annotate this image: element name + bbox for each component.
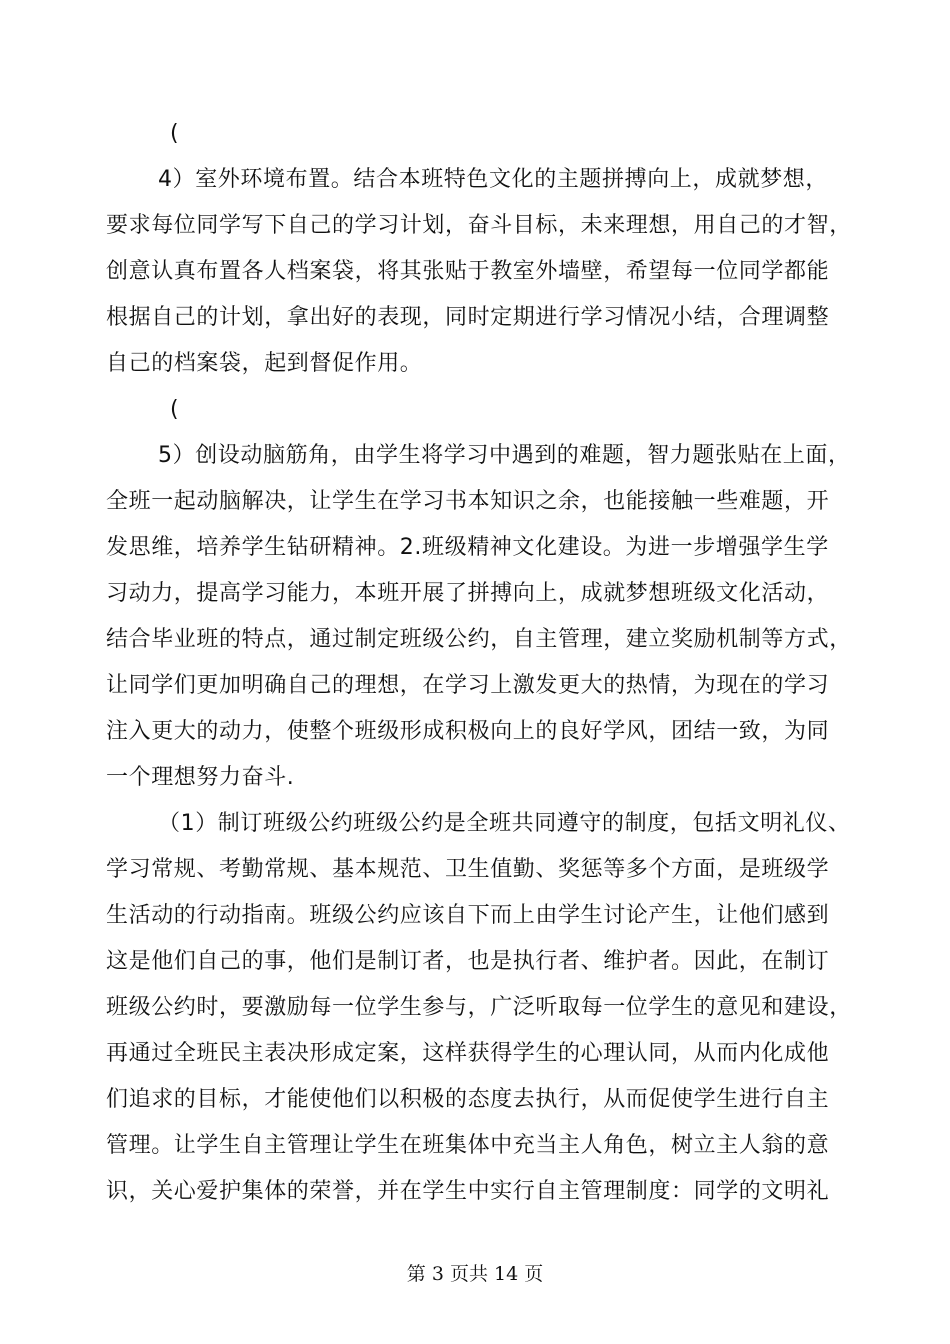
paragraph-line: 习动力，提高学习能力，本班开展了拼搏向上，成就梦想班级文化活动，	[106, 581, 830, 606]
paragraph-line: 识，关心爱护集体的荣誉，并在学生中实行自主管理制度：同学的文明礼	[106, 1179, 830, 1204]
paragraph-line: 根据自己的计划，拿出好的表现，同时定期进行学习情况小结，合理调整	[106, 305, 830, 330]
paragraph-line: 们追求的目标，才能使他们以积极的态度去执行，从而促使学生进行自主	[106, 1087, 830, 1112]
paragraph-line: 再通过全班民主表决形成定案，这样获得学生的心理认同，从而内化成他	[106, 1041, 830, 1066]
paragraph-line: 班级公约时，要激励每一位学生参与，广泛听取每一位学生的意见和建设，	[106, 995, 852, 1020]
paragraph-line: 创意认真布置各人档案袋，将其张贴于教室外墙壁，希望每一位同学都能	[106, 259, 830, 284]
paragraph-line: 让同学们更加明确自己的理想，在学习上激发更大的热情，为现在的学习	[106, 673, 830, 698]
paragraph-line: 这是他们自己的事，他们是制订者，也是执行者、维护者。因此，在制订	[106, 949, 830, 974]
paragraph-open-paren: (	[170, 397, 180, 422]
paragraph-line: 自己的档案袋，起到督促作用。	[106, 351, 423, 376]
paragraph-line: 全班一起动脑解决，让学生在学习书本知识之余，也能接触一些难题，开	[106, 489, 830, 514]
paragraph-line: 生活动的行动指南。班级公约应该自下而上由学生讨论产生，让他们感到	[106, 903, 830, 928]
paragraph-open-paren: (	[170, 121, 180, 146]
paragraph-line: 结合毕业班的特点，通过制定班级公约，自主管理，建立奖励机制等方式，	[106, 627, 852, 652]
paragraph-line: 学习常规、考勤常规、基本规范、卫生值勤、奖惩等多个方面，是班级学	[106, 857, 830, 882]
paragraph-line: 注入更大的动力，使整个班级形成积极向上的良好学风，团结一致，为同	[106, 719, 830, 744]
page-number-footer: 第 3 页共 14 页	[406, 1263, 544, 1285]
paragraph-line: （1）制订班级公约班级公约是全班共同遵守的制度，包括文明礼仪、	[158, 811, 851, 836]
paragraph-line: 管理。让学生自主管理让学生在班集体中充当主人角色，树立主人翁的意	[106, 1133, 830, 1158]
paragraph-line: 一个理想努力奋斗.	[106, 765, 295, 790]
paragraph-line: 4）室外环境布置。结合本班特色文化的主题拼搏向上，成就梦想，	[158, 167, 828, 192]
paragraph-line: 5）创设动脑筋角，由学生将学习中遇到的难题，智力题张贴在上面，	[158, 443, 851, 468]
paragraph-line: 要求每位同学写下自己的学习计划，奋斗目标，未来理想，用自己的才智，	[106, 213, 852, 238]
paragraph-line: 发思维，培养学生钻研精神。2.班级精神文化建设。为进一步增强学生学	[106, 535, 829, 560]
